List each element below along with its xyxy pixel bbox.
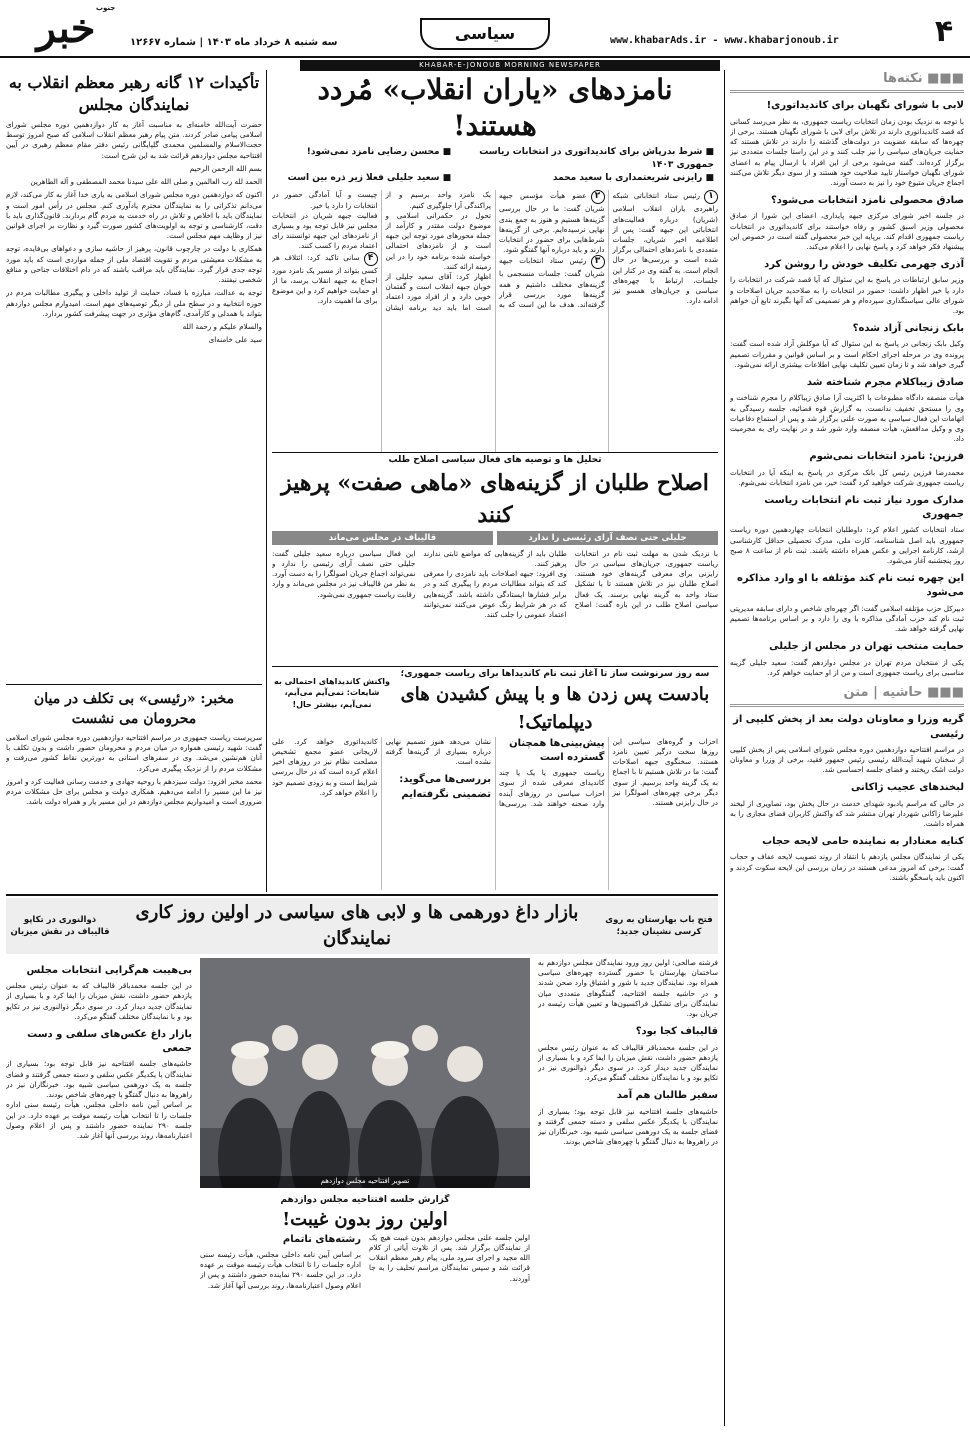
note-title: آذری جهرمی تکلیف خودش را روشن کرد — [764, 259, 964, 271]
photo-illustration — [200, 958, 530, 1188]
note-body: وزیر سابق ارتباطات در پاسخ به این سئوال که آیا قصد شرکت در انتخابات را دارد یا خیر اظهار داشت: حضور در انتخابات را به صلاحدید جریان اصلاحات و شورای عالی سیاستگذاری سپرده‌ام و هر تصمیمی که آنها بگیرند تابع آن خواهم بود. — [730, 275, 964, 316]
note-body: دبیرکل حزب مؤتلفه اسلامی گفت: اگر چهره‌ای شاخص و دارای سابقه مدیریتی ثبت نام کند حزب آمادگی مذاکره با وی را دارد و بر اساس برنامه‌ها تصمیم نهایی گرفته خواهد شد. — [730, 603, 964, 634]
bottom-kicker-right: فتح باب بهارستان به روی کرسی نشینان جدید؛ — [605, 914, 713, 937]
note-title: این چهره ثبت نام کند مؤتلفه با او وارد مذاکره می‌شود — [737, 573, 964, 599]
bottom-kicker-left: ذوالنوری در تکاپو قالیباف در نقش میزبان — [10, 914, 110, 937]
bottom-col-left — [6, 958, 192, 1426]
main-para-7: ۴سانی تاکید کرد: ائتلاف هر کسی بتواند از مسیر یک نامزد مورد اجماع به جبهه انقلاب برسد، ما از او حمایت خواهیم کرد و این موضوع برای ما اهمیت دارد. — [272, 252, 378, 306]
english-banner: KHABAR-E-JONOUB MORNING NEWSPAPER — [300, 60, 720, 71]
main-para-5: اظهار کرد: آقای سعید جلیلی از خوبان جبهه انقلاب است و گفتمان خوبی دارد و از افراد مورد اعتماد است اما باید دید برنامه ایشان چیست و آیا آمادگی حضور در انتخابات را دارد یا خیر. — [272, 190, 491, 312]
bottom-col-right — [538, 958, 718, 1426]
story2-deck-2: قالیباف در مجلس می‌ماند — [272, 531, 493, 545]
mokhber-para: محمد مخبر افزود: دولت سیزدهم با روحیه جهادی و خدمت رسانی فعالیت کرد و امروز نیز ما این مسیر را ادامه می‌دهیم. همکاری دولت و مجلس برای حل مشکلات مردم ضروری است و امیدواریم مجلس دوازدهم در این مسیر یار و همراه دولت باشد. — [6, 776, 262, 807]
story3-para-1: احزاب و گروه‌های سیاسی این روزها سخت درگیر تعیین نامزد هستند. سخنگوی جبهه اصلاحات گفت: ما در تلاش هستیم تا با اجماع به یک گزینه واحد برسیم. از سوی دیگر برخی چهره‌های اصولگرا نیز در حال رایزنی هستند. — [612, 736, 718, 808]
bottom-para-3: حاشیه‌های جلسه افتتاحیه نیز قابل توجه بود؛ بسیاری از نمایندگان با یکدیگر عکس سلفی و دسته جمعی گرفتند و فضای جلسه به یک دورهمی سیاسی شبیه بود. خبرنگاران نیز در راهروها به دنبال گفتگو با چهره‌های شاخص بودند. — [538, 1106, 718, 1147]
main-bullet-2: ■ محسن رضایی نامزد نمی‌شود! — [306, 147, 452, 157]
note-title: صادق محصولی نامزد انتخابات می‌شود؟ — [771, 195, 964, 207]
newspaper-logo: خبر — [36, 5, 96, 52]
leader-message-para: حضرت آیت‌الله خامنه‌ای به مناسبت آغاز به کار دوازدهمین دوره مجلس شورای اسلامی پیامی صادر کردند. متن پیام رهبر معظم انقلاب اسلامی که صبح امروز توسط حجت‌الاسلام والمسلمین محمدی گلپایگانی رئیس دفتر مقام معظم رهبری در آیین افتتاحیه مجلس دوازدهم قرائت شد به این شرح است: — [6, 120, 262, 160]
story3-para-3: کاندیداتوری خواهد کرد. علی لاریجانی عضو مجمع تشخیص مصلحت نظام نیز در روزهای اخیر اعلام کرده است که در حال بررسی شرایط است و به زودی تصمیم خود را اعلام خواهد کرد. — [272, 736, 378, 797]
note-body: ستاد انتخابات کشور اعلام کرد: داوطلبان انتخابات چهاردهمین دوره ریاست جمهوری باید اصل شناسنامه، کارت ملی، مدرک تحصیلی حداقل کارشناسی ارشد، کارنامه اجرایی و عکس همراه داشته باشند. ثبت نام از ساعت ۸ صبح روز پنجشنبه آغاز می‌شود. — [730, 525, 964, 566]
story2-para-1: با نزدیک شدن به مهلت ثبت نام در انتخابات ریاست جمهوری، جریان‌های سیاسی در حال رایزنی برای معرفی گزینه‌های خود هستند. اصلاح طلبان نیز در تلاش هستند تا با تشکیل ستاد واحد به گزینه نهایی برسند. یک فعال سیاسی اصلاح طلب در این باره گفت: اصلاح طلبان باید از گزینه‌هایی که مواضع ثابتی ندارند پرهیز کنند. — [423, 548, 718, 609]
main-para-1: ۱رئیس ستاد انتخاباتی شبکه راهبردی یاران انقلاب اسلامی (شریان) درباره فعالیت‌های انتخاباتی این جبهه گفت: پس از اطلاعیه اخیر شریان، جلسات متعددی با نامزدهای احتمالی برگزار شده است و بررسی‌ها در حال انجام است. به گفته وی در کنار این جلسات، ارتباط با چهره‌های سیاسی و جریان‌های همسو نیز ادامه دارد. — [612, 191, 718, 306]
session-report-kicker: گزارش جلسه افتتاحیه مجلس دوازدهم — [280, 1195, 450, 1205]
leader-message-para: سید علی خامنه‌ای — [208, 335, 262, 345]
main-bullet-4: ■ سعید جلیلی فعلا زیر ذره بین است — [287, 172, 452, 183]
note-body: هیأت منصفه دادگاه مطبوعات با اکثریت آرا صادق زیباکلام را مجرم شناخت و وی را مستحق تخفیف ندانست. به گزارش قوه قضائیه، جلسه رسیدگی به اتهامات این فعال سیاسی به صورت علنی برگزار شد و پس از استماع دفاعیات وی و وکیل مدافعش، هیأت منصفه وارد شور شد و در نهایت رای به مجرمیت داد. — [730, 393, 964, 444]
issue-date: سه شنبه ۸ خرداد ماه ۱۴۰۳ | شماره ۱۲۶۶۷ — [130, 37, 338, 48]
rule — [272, 666, 718, 667]
leader-message-para: بسم الله الرحمن الرحیم — [189, 163, 262, 173]
main-headline: نامزدهای «یاران انقلاب» مُردد هستند! — [317, 73, 673, 142]
rule — [6, 894, 718, 896]
bottom-headline-2: اولین روز بدون غیبت! — [282, 1208, 448, 1230]
note-title: بابک زنجانی آزاد شده؟ — [852, 323, 964, 335]
column-rule — [724, 70, 725, 1426]
note-body: با توجه به نزدیک بودن زمان انتخابات ریاست جمهوری، به نظر می‌رسد کسانی که قصد کاندیداتوری دارند در تلاش برای لابی با شورای نگهبان هستند. برخی از چهره‌ها که سابقه عضویت در دولت‌های گذشته را دارند در تلاش هستند که حمایت جریان‌های سیاسی را نیز جلب کنند و در این راستا جلسات متعددی نیز برگزار کرده‌اند. گفته می‌شود برخی از این افراد با ارسال پیام به اعضای شورای نگهبان خواستار تایید صلاحیت خود هستند و از سوی دیگر تلاش می‌کنند اجماع جریان متبوع خود را نیز به دست آورند. — [730, 116, 964, 187]
mokhber-headline: مخبر: «رئیسی» بی تکلف در میان محرومان می نشست — [33, 691, 235, 727]
left-column — [6, 72, 262, 890]
margin-note-title: لبخندهای عجیب ژاکانی — [850, 782, 964, 794]
story2-headline: اصلاح طلبان از گزینه‌های «ماهی صفت» پرهیز کنند — [281, 469, 709, 528]
story3-para-2: ریاست جمهوری یا یک یا چند کاندیدای معرفی شده از سوی احزاب سیاسی در روزهای آینده وارد صحنه خواهند شد. بررسی‌ها نشان می‌دهد هنوز تصمیم نهایی درباره بسیاری از گزینه‌ها گرفته نشده است. — [385, 736, 605, 808]
main-bullet-3: ■ رایزنی شریعتمداری با سعید محمد — [552, 172, 714, 183]
square-icon: ■■■ — [922, 71, 964, 86]
mokhber-para: سرپرست ریاست جمهوری در مراسم افتتاحیه دوازدهمین دوره مجلس شورای اسلامی گفت: شهید رئیسی همواره در میان مردم و محرومان حضور داشت و بدون تکلف با آنان هم‌نشین می‌شد. وی در سفرهای استانی به دورترین نقاط کشور می‌رفت و مشکلات مردم را از نزدیک پیگیری می‌کرد. — [6, 733, 262, 773]
bottom-para-5: بر اساس آیین نامه داخلی مجلس، هیأت رئیسه سنی اداره جلسات را تا انتخاب هیأت رئیسه موقت بر عهده دارد. در این جلسه ۲۹۰ نماینده حضور داشتند و پس از اعلام وصول اعتبارنامه‌ها، روند بررسی آنها آغاز شد. — [200, 1249, 361, 1290]
parliament-photo — [200, 958, 530, 1188]
bottom-para-4: اولین جلسه علنی مجلس دوازدهم بدون غیبت هیچ یک از نمایندگان برگزار شد. پس از تلاوت آیاتی از کلام الله مجید و اجرای سرود ملی، پیام رهبر معظم انقلاب قرائت شد و سپس نمایندگان مراسم تحلیف را به جا آوردند. — [369, 1232, 530, 1283]
section-label: سیاسی — [420, 18, 550, 50]
story3-side-kicker: واکنش کاندیداهای احتمالی به شایعات: نمی‌آیم می‌آیم، نمی‌آیم، بیشتر حال! — [274, 677, 390, 709]
leader-message-para: والسلام علیکم و رحمة الله — [182, 321, 262, 331]
reformist-story — [272, 454, 718, 664]
note-body: محمدرضا فرزین رئیس کل بانک مرکزی در پاسخ به اینکه آیا در انتخابات ریاست جمهوری شرکت خواهید کرد گفت: خیر، من نامزد انتخابات نمی‌شوم. — [730, 467, 964, 487]
candidates-story — [272, 668, 718, 890]
margin-note-body: در حالی که مراسم یادبود شهدای خدمت در حال پخش بود، تصاویری از لبخند علیرضا زاکانی شهردار تهران منتشر شد که واکنش کاربران فضای مجازی را به همراه داشت. — [730, 798, 964, 829]
leader-message-para: همکاری با دولت در چارچوب قانون، پرهیز از حاشیه سازی و دعواهای بی‌فایده، توجه به مشکلات معیشتی مردم و تقویت اقتصاد ملی از جمله مواردی است که باید مورد توجه جدی قرار گیرد. نمایندگان باید مراقب باشند که در دام اختلافات جناحی و منافع شخصی نیفتند. — [6, 244, 262, 285]
masthead — [0, 0, 970, 58]
leader-message-para: توجه به عدالت، مبارزه با فساد، حمایت از تولید داخلی و پیگیری مطالبات مردم در حوزه انتخابیه و در سطح ملی از دیگر توصیه‌های مهم است. امیدوارم مجلس دوازدهم بتواند با همدلی و کارآمدی، گام‌های مؤثری در جهت پیشرفت کشور بردارد. — [6, 288, 262, 318]
story3-kicker: سه روز سرنوشت ساز تا آغاز ثبت نام کاندیداها برای ریاست جمهوری؛ — [400, 669, 710, 679]
note-body: یکی از منتخبان مردم تهران در مجلس دوازدهم گفت: سعید جلیلی گزینه مناسبی برای ریاست جمهوری است و من از او حمایت خواهم کرد. — [730, 657, 964, 677]
story3-sub-1: پیش‌بینی‌ها همچنان گسترده است — [509, 737, 605, 763]
leader-message-para: الحمد لله رب العالمین و صلی الله علی سیدنا محمد المصطفی و آله الطاهرین — [30, 177, 262, 187]
note-title: مدارک مورد نیاز ثبت نام انتخابات ریاست جمهوری — [764, 495, 964, 521]
parliament-story — [6, 898, 718, 1426]
bottom-para-7: حاشیه‌های جلسه افتتاحیه نیز قابل توجه بود؛ بسیاری از نمایندگان با یکدیگر عکس سلفی و دسته جمعی گرفتند و فضای جلسه به یک دورهمی سیاسی شبیه بود. خبرنگاران نیز در راهروها به دنبال گفتگو با چهره‌های شاخص بودند. — [6, 1059, 192, 1100]
bottom-para-8: بر اساس آیین نامه داخلی مجلس، هیأت رئیسه سنی اداره جلسات را تا انتخاب هیأت رئیسه موقت بر عهده دارد. در این جلسه ۲۹۰ نماینده حضور داشتند و پس از اعلام وصول اعتبارنامه‌ها، روند بررسی آنها آغاز شد. — [6, 1100, 192, 1140]
note-title: صادق زیباکلام مجرم شناخته شد — [806, 377, 964, 389]
leader-message-headline: تأکیدات ۱۲ گانه رهبر معظم انقلاب به نمایندگان مجلس — [8, 73, 260, 114]
margin-note-title: کنایه معنادار به نماینده حامی لایحه حجاب — [762, 836, 964, 848]
bottom-sub-2: سفیر طالبان هم آمد — [616, 1090, 718, 1102]
logo-subtitle: جنوب — [96, 4, 116, 12]
margin-note-title: گریه وزرا و معاونان دولت بعد از پخش کلیپی از رئیسی — [733, 714, 964, 740]
bottom-para-6: در این جلسه محمدباقر قالیباف که به عنوان رئیس مجلس یازدهم حضور داشت، نقش میزبان را ایفا کرد و با بسیاری از نمایندگان جدید دیدار کرد. در سوی دیگر ذوالنوری نیز در تکاپو بود و با نمایندگان مختلف گفتگو می‌کرد. — [6, 981, 192, 1021]
story2-para-2: وی افزود: جبهه اصلاحات باید نامزدی را معرفی کند که بتواند مطالبات مردم را پیگیری کند و در برابر فشارها ایستادگی داشته باشد. گزینه‌هایی که در هر شرایط رنگ عوض می‌کنند نمی‌توانند اعتماد عمومی را جلب کنند. — [423, 569, 567, 620]
margin-note-body: یکی از نمایندگان مجلس یازدهم با انتقاد از روند تصویب لایحه عفاف و حجاب گفت: برخی که امروز مدعی هستند در زمان بررسی این لایحه سکوت کردند و اکنون باید پاسخگو باشند. — [730, 852, 964, 882]
main-para-6: فعالیت جبهه شریان در انتخابات مجلس نیز قابل توجه بود و بسیاری از نامزدهای این جبهه توانستند رای اعتماد مردم را کسب کنند. — [272, 210, 378, 251]
bottom-sub-1: قالیباف کجا بود؟ — [635, 1026, 718, 1038]
website-url: www.khabarAds.ir - www.khabarjonoub.ir — [610, 35, 839, 46]
leader-message-para: اکنون که دوازدهمین دوره مجلس شورای اسلامی به یاری خدا آغاز به کار می‌کند، لازم می‌دانم تذکراتی را به نمایندگان محترم یادآوری کنم. مجلس در رأس امور است و نمایندگان باید با اخلاص و تلاش در راه خدمت به مردم گام بردارند. قانون‌گذاری باید با دقت، کارشناسی و توجه به اولویت‌های کشور صورت گیرد و نظارت بر اجرای قوانین نیز از وظایف مهم مجلس است. — [6, 190, 262, 241]
notes-header: ■■■ نکته‌ها — [730, 70, 964, 93]
right-column — [730, 70, 964, 1426]
note-body: در جلسه اخیر شورای مرکزی جبهه پایداری، اعضای این شورا از صادق محصولی وزیر اسبق کشور و رفاه خواستند برای کاندیداتوری در انتخابات ریاست جمهوری اقدام کند. برپایه این خبر محصولی گفته است در خصوص این پیشنهاد فکر خواهد کرد و پاسخ نهایی را اعلام می‌کند. — [730, 211, 964, 252]
margin-note-body: در مراسم افتتاحیه دوازدهمین دوره مجلس شورای اسلامی پس از پخش کلیپی از سخنان شهید آیت‌الله رئیسی رئیس جمهور فقید، برخی از وزرا و معاونان دولت اشک ریختند و فضای جلسه احساسی شد. — [730, 744, 964, 775]
bottom-para-1: فرشته صالحی: اولین روز ورود نمایندگان مجلس دوازدهم به ساختمان بهارستان با حضور گسترده چهره‌های سیاسی همراه بود. نمایندگان جدید با شور و اشتیاق وارد صحن شدند و در حاشیه جلسه افتتاحیه، گفتگوهای متعددی میان نمایندگان برای تشکیل فراکسیون‌ها و تعیین هیأت رئیسه در جریان بود. — [538, 958, 718, 1019]
bottom-sub-3: رشته‌های ناتمام — [282, 1233, 361, 1245]
main-bullet-1: ■ شرط بدرپاش برای کاندیداتوری در انتخابات ریاست جمهوری ۱۴۰۳ — [479, 147, 714, 170]
story3-sub-2: بررسی‌ها می‌گوید: تضمینی نگرفته‌ایم — [399, 774, 491, 800]
margin-header: ■■■ حاشیه | متن — [730, 684, 964, 707]
photo-caption: تصویر افتتاحیه مجلس دوازدهم — [200, 1176, 530, 1188]
square-icon: ■■■ — [922, 684, 964, 700]
main-para-2: ۲عضو هیأت مؤسس جبهه شریان گفت: ما در حال بررسی گزینه‌ها هستیم و هنوز به جمع بندی نهایی نرسیده‌ایم. برخی از گزینه‌ها شرط‌هایی برای حضور در انتخابات دارند و باید درباره آنها گفتگو شود. — [499, 191, 605, 255]
bottom-col-center — [200, 1194, 530, 1426]
main-story — [272, 72, 718, 452]
bottom-sub-4: بی‌هیبت هم‌گرایی انتخابات مجلس — [26, 965, 192, 976]
rule — [272, 452, 718, 453]
bottom-headline: بازار داغ دورهمی ها و لابی های سیاسی در اولین روز کاری نمایندگان — [135, 902, 579, 949]
story2-deck-1: جلیلی حتی نصف آرای رئیسی را ندارد — [497, 531, 718, 545]
story3-headline: بادست پس زدن ها و با پیش کشیدن های دیپلماتیک! — [400, 683, 710, 733]
column-rule — [266, 70, 267, 892]
page-number: ۴ — [934, 14, 954, 49]
note-title: لابی با شورای نگهبان برای کاندیداتوری! — [766, 100, 964, 112]
rule — [6, 684, 262, 685]
main-para-3: ۳رئیس ستاد انتخابات جبهه شریان گفت: جلسات منسجمی با گزینه‌های مختلف داشتیم و همه گزینه‌ها مورد بررسی قرار گرفته‌اند. هدف ما این است که به یک نامزد واحد برسیم و از پراکندگی آرا جلوگیری کنیم. — [385, 190, 605, 310]
bottom-para-2: در این جلسه محمدباقر قالیباف که به عنوان رئیس مجلس یازدهم حضور داشت، نقش میزبان را ایفا کرد و با بسیاری از نمایندگان جدید دیدار کرد. در سوی دیگر ذوالنوری نیز در تکاپو بود و با نمایندگان مختلف گفتگو می‌کرد. — [538, 1042, 718, 1083]
note-title: فرزین: نامزد انتخابات نمی‌شوم — [809, 451, 964, 463]
note-body: وکیل بابک زنجانی در پاسخ به این سئوال که آیا موکلش آزاد شده است گفت: پرونده وی در مرحله اجرای احکام است و بر اساس قوانین و مقررات تصمیم گیری خواهد شد و تا زمان تعیین تکلیف نهایی اطلاعات بیشتری ارائه نمی‌شود. — [730, 339, 964, 369]
note-title: حمایت منتخب تهران در مجلس از جلیلی — [769, 641, 964, 653]
bottom-sub-5: بازار داغ عکس‌های سلفی و دست جمعی — [27, 1029, 192, 1055]
story2-kicker: تحلیل ها و توصیه های فعال سیاسی اصلاح طلب — [388, 455, 602, 465]
story2-para-3: این فعال سیاسی درباره سعید جلیلی گفت: جلیلی حتی نصف آرای رئیسی را ندارد و نمی‌تواند اجماع جریان اصولگرا را به دست آورد. به نظر من قالیباف نیز در مجلس می‌ماند و وارد رقابت ریاست جمهوری نمی‌شود. — [272, 548, 416, 599]
main-para-4: تحول در حکمرانی اسلامی و موضوع دولت مقتدر و کارآمد از جمله محورهای مورد توجه این جبهه است و از نامزدهای احتمالی خواسته شده برنامه خود را در این زمینه ارائه کنند. — [385, 210, 491, 271]
